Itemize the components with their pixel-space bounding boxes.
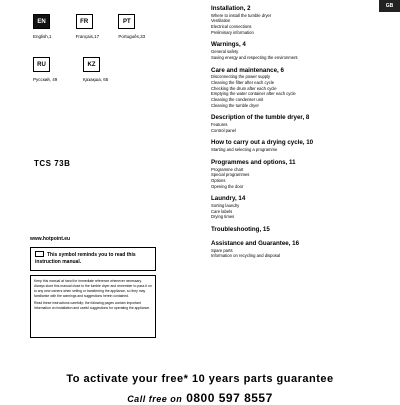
toc-item[interactable]: Disconnecting the power supply bbox=[211, 74, 271, 80]
toc-section-title[interactable]: Assistance and Guarantee, 16 bbox=[211, 239, 300, 247]
toc-item[interactable]: Emptying the water container after each cycle bbox=[211, 91, 296, 97]
toc-section bbox=[211, 159, 371, 189]
toc-item[interactable]: Spare parts bbox=[211, 247, 233, 253]
toc-section-title[interactable]: Description of the tumble dryer, 8 bbox=[211, 114, 310, 122]
call-free-label: Call free on bbox=[127, 394, 183, 404]
toc-section-title[interactable]: Care and maintenance, 6 bbox=[211, 66, 284, 74]
toc-item[interactable]: Opening the door bbox=[211, 183, 244, 189]
toc-item[interactable]: Ventilation bbox=[211, 18, 231, 24]
website-link[interactable]: www.hotpoint.eu bbox=[30, 236, 71, 242]
toc-item[interactable]: Preliminary information bbox=[211, 29, 254, 35]
symbol-note-text: This symbol reminds you to read this instruction manual. bbox=[35, 252, 136, 265]
language-label: Français,17 bbox=[75, 34, 100, 39]
language-code-box: FR bbox=[76, 14, 93, 29]
toc-item[interactable]: Information on recycling and disposal bbox=[211, 253, 281, 259]
language-code-box: EN bbox=[33, 14, 50, 29]
language-label: English,1 bbox=[33, 34, 52, 39]
toc-section bbox=[211, 41, 371, 60]
toc-item[interactable]: Cleaning the tumble dryer bbox=[211, 102, 259, 108]
language-row bbox=[33, 57, 153, 82]
toc-item[interactable]: Saving energy and respecting the environment bbox=[211, 54, 298, 60]
toc-item[interactable]: Programme chart bbox=[211, 166, 244, 172]
toc-section-title[interactable]: Installation, 2 bbox=[211, 5, 251, 12]
toc-section bbox=[211, 67, 371, 109]
language-label: Қазақша, 65 bbox=[83, 77, 109, 82]
toc-item[interactable]: Control panel bbox=[211, 127, 236, 133]
toc-section bbox=[211, 139, 371, 152]
toc-item[interactable]: Features bbox=[211, 122, 228, 128]
toc-item[interactable]: Starting and selecting a programme bbox=[211, 147, 278, 153]
book-icon bbox=[35, 251, 44, 257]
toc-item[interactable]: Special programmes bbox=[211, 172, 250, 178]
language-code-box: RU bbox=[33, 57, 50, 72]
toc-section-title[interactable]: Warnings, 4 bbox=[211, 41, 246, 49]
toc-section bbox=[211, 5, 371, 35]
guarantee-phone-line bbox=[0, 391, 400, 405]
toc-item[interactable]: Sorting laundry bbox=[211, 203, 240, 209]
language-selector bbox=[33, 14, 153, 100]
notice-paragraph: Keep this manual at hand for immediate reference whenever necessary. Always store this manual close to the tumble dryer and remember to pass it on to any new owners when selling or transferring the appliance, so they may familiarise with the warnings and suggestions herein contained. bbox=[34, 279, 152, 298]
toc-item[interactable]: Electrical connections bbox=[211, 24, 252, 30]
toc-section-title[interactable]: Laundry, 14 bbox=[211, 195, 246, 203]
toc-section bbox=[211, 195, 371, 220]
language-pt[interactable] bbox=[118, 14, 153, 39]
language-row bbox=[33, 14, 153, 39]
toc-section-title[interactable]: How to carry out a drying cycle, 10 bbox=[211, 139, 314, 147]
language-ru[interactable] bbox=[33, 57, 75, 82]
toc-item[interactable]: General safety bbox=[211, 49, 239, 55]
toc-section-title[interactable]: Troubleshooting, 15 bbox=[211, 226, 270, 234]
language-kz[interactable] bbox=[83, 57, 125, 82]
toc-item[interactable]: Cleaning the filter after each cycle bbox=[211, 79, 275, 85]
toc-item[interactable]: Care labels bbox=[211, 208, 233, 214]
language-label: Русский, 49 bbox=[33, 77, 58, 82]
table-of-contents bbox=[211, 5, 371, 265]
notice-paragraph: Read these instructions carefully: the following pages contain important information on installation and useful suggestions for operating the appliance. bbox=[34, 300, 151, 310]
language-tab-gb: GB bbox=[379, 0, 400, 12]
language-en[interactable] bbox=[33, 14, 68, 39]
model-number: TCS 73B bbox=[34, 159, 71, 168]
phone-number[interactable]: 0800 597 8557 bbox=[186, 391, 273, 405]
toc-item[interactable]: Checking the drum after each cycle bbox=[211, 85, 277, 91]
toc-item[interactable]: Where to install the tumble dryer bbox=[211, 12, 272, 18]
language-label: Português,33 bbox=[118, 34, 146, 39]
language-code-box: KZ bbox=[83, 57, 100, 72]
language-code-box: PT bbox=[118, 14, 135, 29]
toc-item[interactable]: Options bbox=[211, 177, 226, 183]
manual-symbol-note bbox=[30, 247, 156, 271]
toc-section-title[interactable]: Programmes and options, 11 bbox=[211, 158, 296, 166]
language-fr[interactable] bbox=[76, 14, 111, 39]
manual-keep-notice bbox=[30, 275, 156, 338]
guarantee-headline: To activate your free* 10 years parts guarantee bbox=[66, 373, 334, 385]
toc-section bbox=[211, 240, 371, 259]
toc-section bbox=[211, 226, 371, 234]
toc-item[interactable]: Cleaning the condenser unit bbox=[211, 96, 264, 102]
toc-item[interactable]: Drying times bbox=[211, 214, 235, 220]
toc-section bbox=[211, 114, 371, 133]
